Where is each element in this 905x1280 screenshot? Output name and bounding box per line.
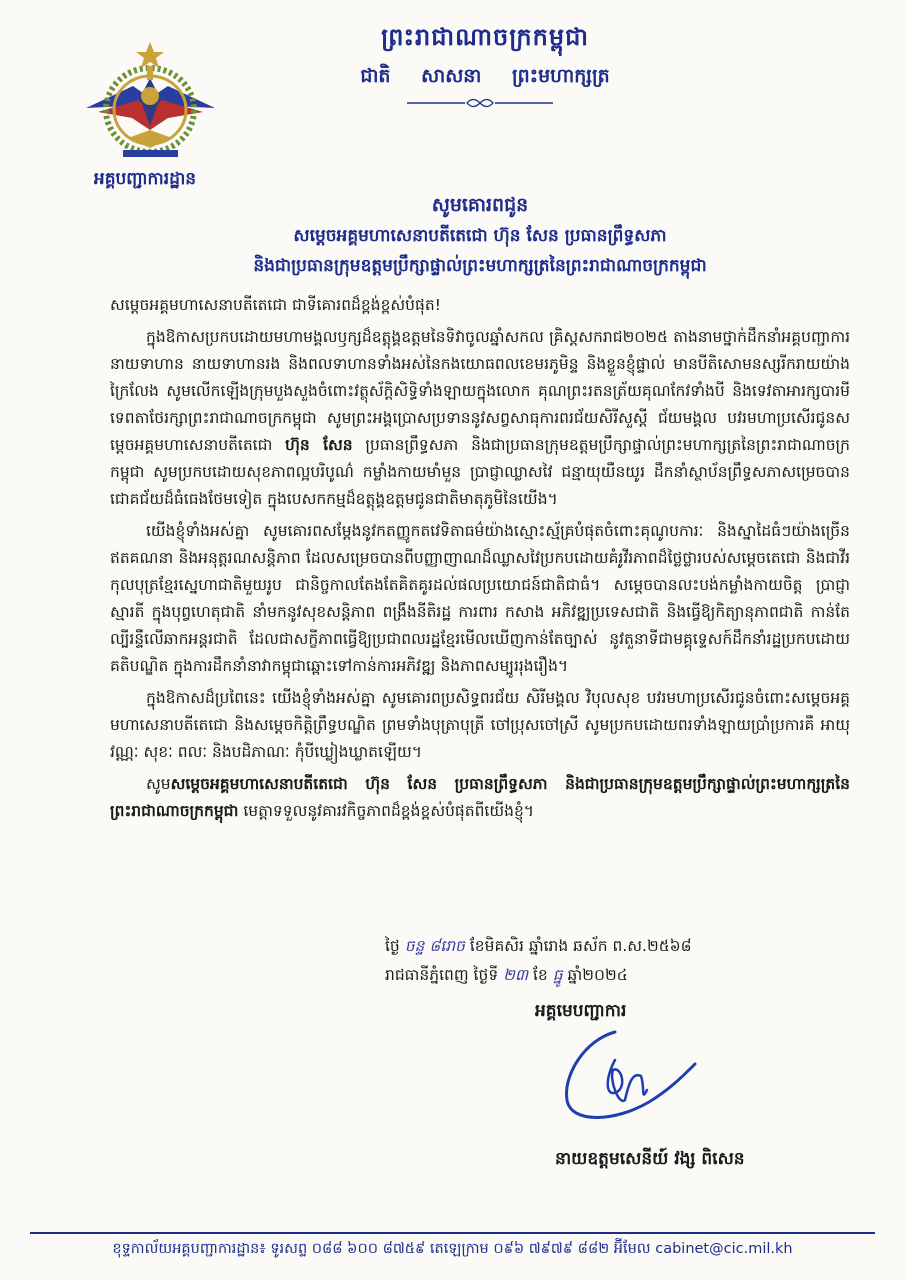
lunar-day-handwritten: ចន្ទ — [404, 937, 425, 955]
footer-email[interactable]: cabinet@cic.mil.kh — [655, 1241, 793, 1257]
recipient-line-1: សូមគោរពជូន — [431, 194, 529, 216]
paragraph-1 — [110, 324, 850, 513]
paragraph-1-text-cont: ប្រធានព្រឹទ្ធសភា និងជាប្រធានក្រុមឧត្តមប្រឹក្សាផ្ទាល់ព្រះមហាក្សត្រនៃព្រះរាជាណាចក្រកម្ពុជា សូមប្រកបដោយសុខភាពល្អបរិបូណ៌ កម្លាំងកាយមាំមួន ប្រាជ្ញាឈ្លាសវៃ ជន្មាយុយឺនយូរ ដឹកនាំស្ថាប័នព្រឹទ្ធសភាសម្រេចបានជោគជ័យដ៏ធំធេងថែមទៀត ក្នុងបេសកកម្មដ៏ឧត្តុង្គឧត្តមជូនជាតិមាតុភូមិនៃយើង។ — [110, 436, 850, 508]
paragraph-3: ក្នុងឱកាសដ៏ប្រពៃនេះ យើងខ្ញុំទាំងអស់គ្នា សូមគោរពប្រសិទ្ធពរជ័យ សិរីមង្គល វិបុលសុខ បវរមហាប្រសើរជូនចំពោះសម្តេចអគ្គមហាសេនាបតីតេជោ និងសម្តេចកិត្តិព្រឹទ្ធបណ្ឌិត ព្រមទាំងបុត្រាបុត្រី ចៅប្រុសចៅស្រី សូមប្រកបដោយពរទាំងឡាយប្រាំប្រការគឺ អាយុ វណ្ណៈ សុខៈ ពលៈ និងបដិភាណៈ កុំបីឃ្លៀងឃ្លាតឡើយ។ — [110, 689, 850, 761]
national-motto: ជាតិ សាសនា ព្រះមហាក្សត្រ — [360, 65, 610, 87]
paragraph-2: យើងខ្ញុំទាំងអស់គ្នា សូមគោរពសម្តែងនូវកតញ្ញូកតវេទិតាធម៌យ៉ាងស្មោះស្ម័គ្របំផុតចំពោះគុណូបការៈ និងស្នាដៃធំៗយ៉ាងច្រើនឥតគណនា និងអនុត្តរណសន្តិភាព ដែលសម្រេចបានពីបញ្ញាញាណដ៏ឈ្លាសវៃប្រកបដោយគំរូវីរភាពដ៏ថ្លៃថ្លារបស់សម្តេចតេជោ និងជាវីរកុលបុត្រខ្មែរស្នេហាជាតិមួយរូប ជានិច្ចកាលតែងតែគិតគូរដល់ផលប្រយោជន៍ជាតិជាធំ។ សម្តេចបានលះបង់កម្លាំងកាយចិត្ត ប្រាជ្ញាស្មារតី ក្នុងបុព្វហេតុជាតិ នាំមកនូវសុខសន្តិភាព ពង្រឹងនីតិរដ្ឋ ការពារ កសាង អភិវឌ្ឍប្រទេសជាតិ និងធ្វើឱ្យកិត្យានុភាពជាតិ កាន់តែល្បីរន្ទឺលើឆាកអន្តរជាតិ ដែលជាសក្ខីភាពធ្វើឱ្យប្រជាពលរដ្ឋខ្មែរមើលឃើញកាន់តែច្បាស់ នូវតួនាទីជាមគ្គុទ្ទេសក៍ដឹកនាំរដ្ឋប្រកបដោយគតិបណ្ឌិត ក្នុងការដឹកនាំនាវាកម្ពុជាឆ្ពោះទៅកាន់ការអភិវឌ្ឍ និងភាពសម្បូររុងរឿង។ — [110, 522, 850, 675]
solar-day-handwritten: ២៣ — [503, 966, 529, 984]
ornamental-divider-icon — [405, 96, 555, 110]
recipient-line-2: សម្តេចអគ្គមហាសេនាបតីតេជោ ហ៊ុន សែន ប្រធានព្រឹទ្ធសភា — [293, 226, 667, 246]
recipient-line-3: និងជាប្រធានក្រុមឧត្តមប្រឹក្សាផ្ទាល់ព្រះមហាក្សត្រនៃព្រះរាជាណាចក្រកម្ពុជា — [253, 256, 707, 276]
year: ឆ្នាំ២០២៤ — [567, 966, 628, 984]
footer-divider — [30, 1232, 875, 1234]
lunar-suffix: ខែមិគសិរ ឆ្នាំរោង ឆស័ក ព.ស.២៥៦៨ — [469, 937, 692, 955]
kingdom-title: ព្រះរាជាណាចក្រកម្ពុជា — [381, 23, 589, 51]
paragraph-4 — [110, 771, 850, 825]
paragraph-4-bold: សម្តេចអគ្គមហាសេនាបតីតេជោ ហ៊ុន សែន ប្រធានព្រឹទ្ធសភា និងជាប្រធានក្រុមឧត្តមប្រឹក្សាផ្ទាល់ព្រះមហាក្សត្រនៃព្រះរាជាណាចក្រកម្ពុជា — [110, 775, 850, 820]
org-name: អគ្គបញ្ជាការដ្ឋាន — [93, 169, 197, 189]
recipient-name: ហ៊ុន សែន — [285, 436, 353, 454]
handwritten-signature-icon — [545, 1020, 705, 1140]
signatory-title: អគ្គមេបញ្ជាការ — [535, 1001, 627, 1021]
military-emblem-icon — [78, 38, 223, 163]
paragraph-4-text-cont: មេត្តាទទួលនូវគារវកិច្ចភាពដ៏ខ្ពង់ខ្ពស់បំផុតពីយើងខ្ញុំ។ — [243, 802, 534, 820]
month-label: ខែ — [533, 966, 548, 984]
salutation: សម្តេចអគ្គមហាសេនាបតីតេជោ ជាទីគោរពដ៏ខ្ពង់ខ្ពស់បំផុត! — [110, 296, 441, 314]
letter-body — [110, 292, 850, 830]
lunar-date — [385, 932, 865, 961]
solar-date — [385, 961, 865, 990]
footer-text: ខុទ្ទកាល័យអគ្គបញ្ជាការដ្ឋាន៖ ទូរសព្ទ ០៨៨ ៦០០ ៨៧៥៩ តេឡេក្រាម ០៩៦ ៧៩៧៩ ៨៨២ អ៊ីមែល — [112, 1241, 651, 1257]
solar-prefix: រាជធានីភ្នំពេញ ថ្ងៃទី — [385, 966, 499, 984]
lunar-date-handwritten: ៨រោច — [429, 937, 465, 955]
paragraph-1-text: ក្នុងឱកាសប្រកបដោយមហាមង្គលឫក្សដ៏ឧត្តុង្គឧត្តមនៃទិវាចូលឆ្នាំសកល គ្រិស្តសករាជ២០២៥ តាងនាមថ្នាក់ដឹកនាំអគ្គបញ្ជាការ នាយទាហាន នាយទាហានរង និងពលទាហានទាំងអស់នៃកងយោធពលខេមរភូមិន្ទ និងខ្លួនខ្ញុំផ្ទាល់ មានបីតិសោមនស្សរីករាយយ៉ាងក្រៃលែង សូមលើកឡើងក្រុមបួងសួងចំពោះវត្ថុស័ក្តិសិទ្ធិទាំងឡាយក្នុងលោក គុណព្រះរតនត្រ័យគុណកែវទាំងបី និងទេវតាអារក្សបារមីទេពតាថែរក្សាព្រះរាជាណាចក្រកម្ពុជា សូមព្រះអង្គប្រោសប្រទាននូវសព្វសាធុការពរជ័យសិរីសួស្តី ជ័យមង្គល បវរមហាប្រសើរជូនសម្តេចអគ្គមហាសេនាបតីតេជោ — [110, 328, 850, 454]
signatory-name: នាយឧត្តមសេនីយ៍ វង្ស ពិសេន — [555, 1149, 745, 1169]
paragraph-4-text: សូម — [146, 775, 171, 793]
recipient-heading — [110, 190, 850, 281]
lunar-prefix: ថ្ងៃ — [385, 937, 400, 955]
date-block — [385, 932, 865, 990]
footer-contact — [30, 1240, 875, 1261]
solar-month-handwritten: ធ្នូ — [552, 966, 563, 984]
